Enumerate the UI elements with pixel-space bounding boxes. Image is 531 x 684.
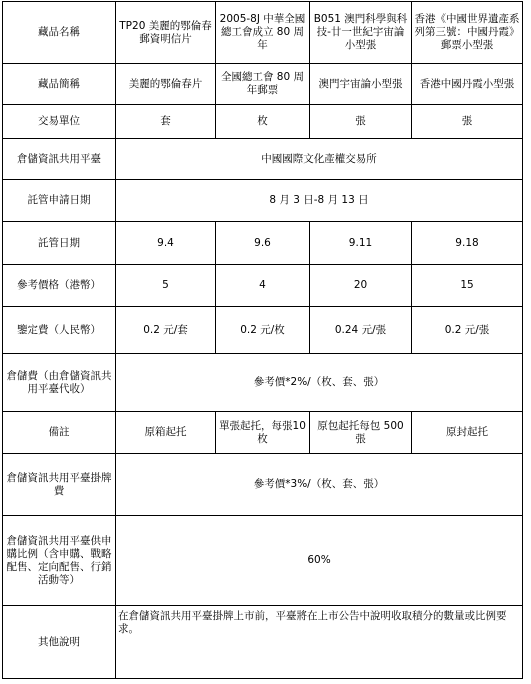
short-name-4: 香港中國丹霞小型張 [412,64,523,105]
label-appraisal: 鑒定費（人民幣） [3,307,116,354]
unit-2: 枚 [216,105,310,139]
item-name-4: 香港《中國世界遺產系列第三號：中國丹霞》郵票小型張 [412,2,523,64]
unit-1: 套 [116,105,216,139]
row-platform [3,139,523,180]
other-notes-value: 在倉儲資訊共用平臺掛牌上市前，平臺將在上市公告中說明收取積分的數量或比例要求。 [116,606,523,679]
custody-date-3: 9.11 [310,222,412,265]
row-listing-fee [3,454,523,516]
label-supply-ratio: 倉儲資訊共用平臺供申購比例（含申購、戰略配售、定向配售、行銷活動等） [3,516,116,606]
row-custody-date [3,222,523,265]
custody-date-2: 9.6 [216,222,310,265]
row-short-name [3,64,523,105]
row-storage-fee [3,354,523,412]
label-storage-fee: 倉儲費（由倉儲資訊共用平臺代收） [3,354,116,412]
remarks-3: 原包起托每包 500 張 [310,412,412,454]
remarks-2: 單張起托，每張10 枚 [216,412,310,454]
row-other-notes [3,606,523,679]
unit-4: 張 [412,105,523,139]
remarks-4: 原封起托 [412,412,523,454]
label-platform: 倉儲資訊共用平臺 [3,139,116,180]
ref-price-2: 4 [216,265,310,307]
ref-price-3: 20 [310,265,412,307]
row-apply-date [3,180,523,222]
row-item-name [3,2,523,64]
label-item-name: 藏品名稱 [3,2,116,64]
custody-date-1: 9.4 [116,222,216,265]
appraisal-2: 0.2 元/枚 [216,307,310,354]
short-name-1: 美麗的鄂倫春片 [116,64,216,105]
supply-ratio-value: 60% [116,516,523,606]
unit-3: 張 [310,105,412,139]
custody-info-table [2,1,523,679]
custody-date-4: 9.18 [412,222,523,265]
label-apply-date: 託管申請日期 [3,180,116,222]
remarks-1: 原箱起托 [116,412,216,454]
label-short-name: 藏品簡稱 [3,64,116,105]
appraisal-1: 0.2 元/套 [116,307,216,354]
short-name-2: 全國總工會 80 周年郵票 [216,64,310,105]
row-remarks [3,412,523,454]
short-name-3: 澳門宇宙論小型張 [310,64,412,105]
appraisal-3: 0.24 元/張 [310,307,412,354]
row-unit [3,105,523,139]
row-supply-ratio [3,516,523,606]
apply-date-value: 8 月 3 日-8 月 13 日 [116,180,523,222]
listing-fee-value: 參考價*3%/（枚、套、張） [116,454,523,516]
label-ref-price: 參考價格（港幣） [3,265,116,307]
platform-value: 中國國際文化產權交易所 [116,139,523,180]
label-unit: 交易單位 [3,105,116,139]
label-listing-fee: 倉儲資訊共用平臺掛牌費 [3,454,116,516]
label-remarks: 備註 [3,412,116,454]
item-name-2: 2005-8J 中華全國總工會成立 80 周年 [216,2,310,64]
item-name-1: TP20 美麗的鄂倫春郵資明信片 [116,2,216,64]
label-custody-date: 託管日期 [3,222,116,265]
label-other-notes: 其他說明 [3,606,116,679]
item-name-3: B051 澳門科學與科技-廿一世紀宇宙論小型張 [310,2,412,64]
row-appraisal [3,307,523,354]
storage-fee-value: 參考價*2%/（枚、套、張） [116,354,523,412]
row-ref-price [3,265,523,307]
ref-price-1: 5 [116,265,216,307]
appraisal-4: 0.2 元/張 [412,307,523,354]
ref-price-4: 15 [412,265,523,307]
